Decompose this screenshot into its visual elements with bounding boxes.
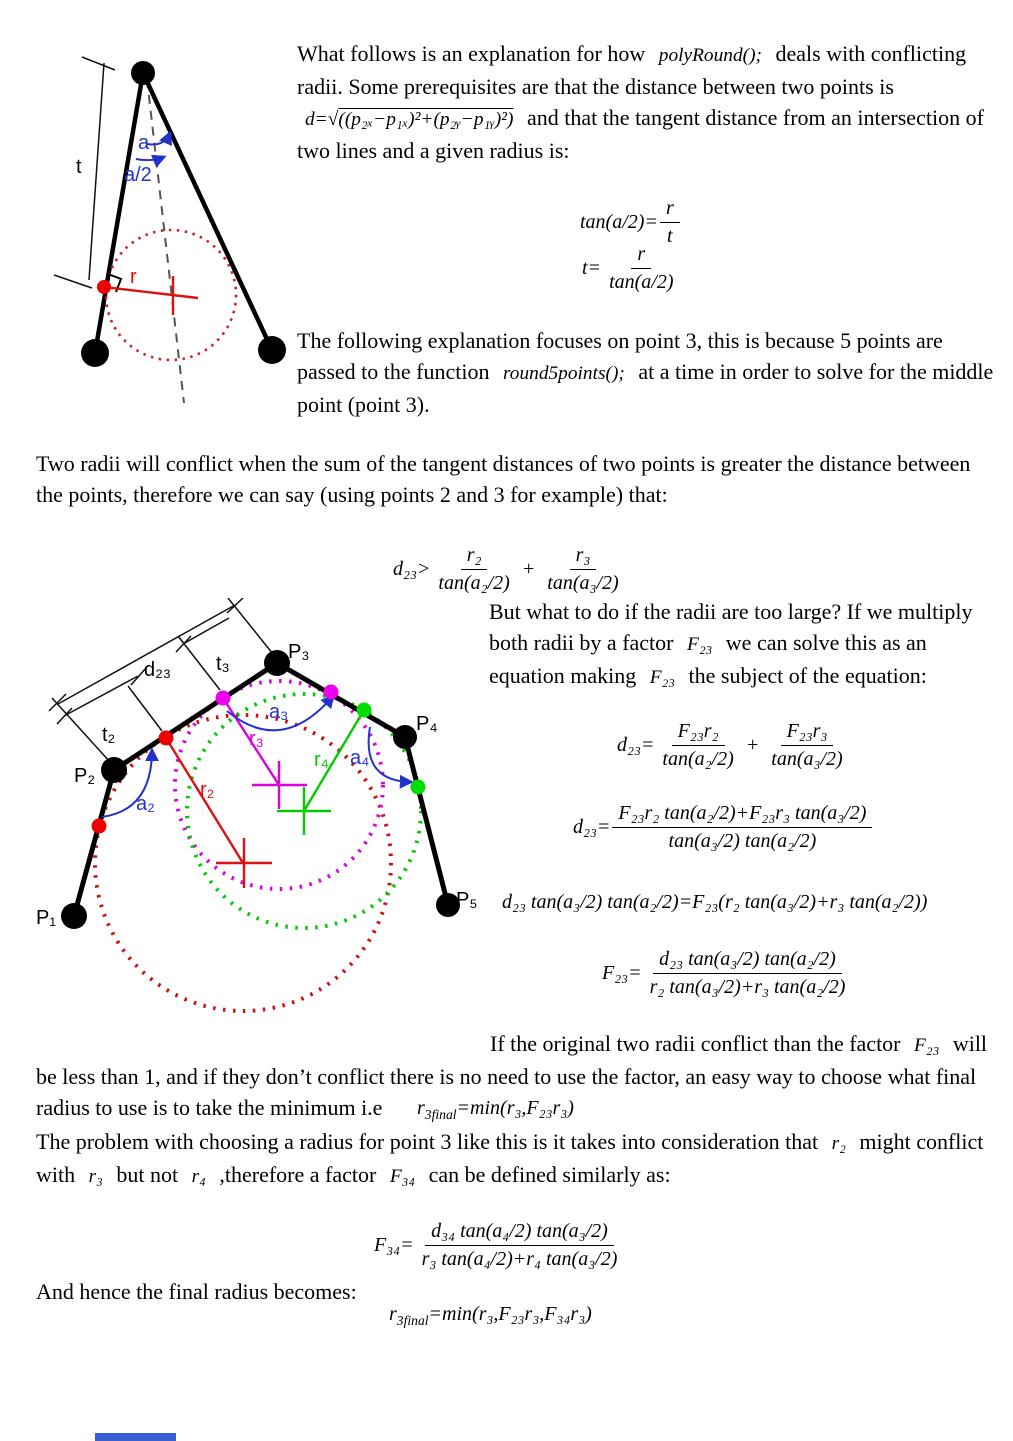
original-text-2: will be less than 1, and if they don’t conflict there is no need to use the factor, an easy way to choose what final radius to use is to take the minimum i.e bbox=[36, 1031, 988, 1120]
formula-base: r bbox=[389, 1303, 397, 1325]
formula-r3final-min bbox=[417, 1097, 574, 1123]
formula-d23-inequality bbox=[393, 544, 627, 595]
angle-tangent-diagram bbox=[30, 45, 300, 420]
formula-num: r₂ bbox=[461, 544, 488, 570]
formula-den: tan(a₃/2) bbox=[771, 748, 843, 770]
formula-num: d₂₃ tan(a₃/2) tan(a₂/2) bbox=[653, 948, 842, 974]
point-p2 bbox=[101, 757, 127, 783]
label-p1: P₁ bbox=[36, 907, 57, 929]
corner-edges bbox=[95, 73, 272, 353]
problem-text-1: The problem with choosing a radius for point 3 like this is it takes into consideration that bbox=[36, 1129, 824, 1154]
point-p3 bbox=[264, 650, 290, 676]
problem-paragraph bbox=[36, 1126, 988, 1192]
formula-num: F₂₃r₃ bbox=[781, 720, 834, 746]
formula-lhs: F₂₃= bbox=[602, 962, 642, 984]
f23-inline-math-3: F₂₃ bbox=[914, 1035, 940, 1056]
tangent-point-magenta-1 bbox=[216, 691, 231, 706]
f34-inline-math: F₃₄ bbox=[389, 1166, 416, 1187]
label-t3: t₃ bbox=[216, 653, 230, 675]
label-d23: d₂₃ bbox=[144, 659, 172, 681]
formula-f23 bbox=[602, 948, 853, 999]
focus-paragraph bbox=[297, 325, 997, 420]
too-large-paragraph bbox=[489, 596, 989, 693]
formula-d23-with-factor bbox=[617, 720, 851, 771]
formula-tan-definition bbox=[580, 197, 682, 248]
distance-formula-radicand: ((p₂ₓ−p₁ₓ)²+(p₂ᵧ−p₁ᵧ)²) bbox=[338, 109, 514, 130]
formula-den: tan(a/2) bbox=[609, 271, 674, 293]
f23-inline-math-2: F₂₃ bbox=[649, 667, 676, 688]
label-a2: a₂ bbox=[136, 793, 155, 815]
formula-den: t bbox=[667, 225, 673, 247]
formula-op: + bbox=[745, 734, 760, 756]
label-p3: P₃ bbox=[288, 641, 310, 663]
intro-text-2: deals with conflicting radii. Some prerequisites are that the distance between two points is bbox=[297, 41, 967, 99]
label-p2: P₂ bbox=[74, 765, 96, 787]
formula-sub: 3final bbox=[396, 1313, 429, 1328]
radius-line-r3 bbox=[223, 698, 307, 809]
r2-inline-math: r₂ bbox=[831, 1133, 846, 1154]
too-large-text-2: we can solve this as an equation making bbox=[489, 630, 927, 688]
f23-inline-math-1: F₂₃ bbox=[687, 634, 713, 655]
problem-text-3: but not bbox=[110, 1162, 184, 1187]
too-large-text-3: the subject of the equation: bbox=[683, 663, 927, 688]
round5points-inline-math: round5points(); bbox=[502, 363, 625, 384]
taskbar-fragment[interactable] bbox=[95, 1433, 176, 1441]
formula-den: tan(a₃/2) bbox=[547, 572, 619, 594]
label-r4: r₄ bbox=[314, 749, 329, 771]
tangent-point-red-2 bbox=[92, 819, 107, 834]
r3-inline-math: r₃ bbox=[88, 1166, 103, 1187]
formula-rest: =min(r₃,F₂₃r₃,F₃₄r₃) bbox=[428, 1303, 592, 1325]
radius-line-r2 bbox=[166, 738, 272, 888]
formula-lhs: tan(a/2)= bbox=[580, 211, 658, 233]
formula-tangent-distance bbox=[582, 243, 682, 294]
hence-paragraph: And hence the final radius becomes: bbox=[36, 1279, 357, 1304]
bisector-dashed-line bbox=[147, 79, 184, 403]
first-line-indent bbox=[36, 1028, 490, 1057]
formula-r3final-min-full bbox=[389, 1303, 592, 1329]
formula-base: r bbox=[417, 1097, 425, 1119]
formula-num: r bbox=[660, 197, 680, 223]
tangent-point bbox=[97, 280, 111, 294]
t-label: t bbox=[76, 156, 82, 178]
a-label: a bbox=[138, 132, 150, 154]
label-a4: a₄ bbox=[350, 747, 370, 769]
label-a3: a₃ bbox=[269, 701, 289, 723]
formula-lhs: F₃₄= bbox=[374, 1234, 414, 1256]
tangent-point-red-1 bbox=[159, 731, 174, 746]
label-p4: P₄ bbox=[416, 713, 438, 735]
formula-lhs: t= bbox=[582, 257, 602, 279]
formula-num: F₂₃r₂ tan(a₂/2)+F₂₃r₃ tan(a₃/2) bbox=[612, 802, 872, 828]
label-t2: t₂ bbox=[102, 724, 116, 746]
too-large-text-1: But what to do if the radii are too large? If we multiply both radii by a factor bbox=[489, 599, 973, 655]
formula-num: d₃₄ tan(a₄/2) tan(a₃/2) bbox=[425, 1220, 614, 1246]
formula-sub: 3final bbox=[424, 1107, 457, 1122]
distance-formula-pre: d=√ bbox=[305, 109, 339, 130]
formula-den: r₃ tan(a₄/2)+r₄ tan(a₃/2) bbox=[421, 1248, 618, 1270]
focus-text-1: The following explanation focuses on point 3, this is because 5 points are passed to the function bbox=[297, 328, 943, 384]
r4-inline-math: r₄ bbox=[191, 1166, 206, 1187]
polyround-inline-math: polyRound(); bbox=[658, 45, 762, 66]
problem-text-4: ,therefore a factor bbox=[213, 1162, 382, 1187]
formula-den: r₂ tan(a₃/2)+r₃ tan(a₂/2) bbox=[649, 976, 846, 998]
tangent-point-green-2 bbox=[411, 780, 426, 795]
original-text-1: If the original two radii conflict than the factor bbox=[490, 1031, 907, 1056]
label-r2: r₂ bbox=[200, 779, 215, 801]
intro-text-1: What follows is an explanation for how bbox=[297, 41, 651, 66]
problem-text-5: can be defined similarly as: bbox=[423, 1162, 671, 1187]
left-end-point bbox=[81, 339, 109, 367]
formula-f34 bbox=[374, 1220, 625, 1271]
label-p5: P₅ bbox=[456, 889, 478, 911]
formula-lhs: d₂₃= bbox=[617, 734, 655, 756]
tangent-point-magenta-2 bbox=[324, 685, 339, 700]
polygon-path bbox=[74, 663, 448, 916]
formula-den: tan(a₃/2) tan(a₂/2) bbox=[668, 830, 817, 852]
vertex-point bbox=[131, 61, 155, 85]
formula-den: tan(a₂/2) bbox=[438, 572, 510, 594]
t-dimension-line bbox=[54, 57, 115, 288]
formula-num: r₃ bbox=[570, 544, 597, 570]
a-half-label: a/2 bbox=[124, 164, 152, 186]
point-p1 bbox=[61, 903, 87, 929]
formula-num: r bbox=[631, 243, 651, 269]
intro-text-3: and that the tangent distance from an intersection of two lines and a given radius is: bbox=[297, 105, 984, 163]
formula-op: + bbox=[521, 558, 536, 580]
formula-rest: =min(r₃,F₂₃r₃) bbox=[456, 1097, 574, 1119]
focus-text-2: at a time in order to solve for the middle point (point 3). bbox=[297, 359, 994, 417]
formula-num: F₂₃r₂ bbox=[672, 720, 725, 746]
point-p4 bbox=[393, 725, 417, 749]
formula-d23-linear: d₂₃ tan(a₃/2) tan(a₂/2)=F₂₃(r₂ tan(a₃/2)+r₃ tan(a₂/2)) bbox=[502, 891, 928, 913]
radius-line bbox=[104, 276, 198, 315]
conflict-paragraph: Two radii will conflict when the sum of the tangent distances of two points is greater the distance between the points, therefore we can say (using points 2 and 3 for example) that: bbox=[36, 451, 971, 507]
intro-paragraph bbox=[297, 38, 994, 166]
formula-d23-combined bbox=[573, 802, 874, 853]
right-end-point bbox=[258, 336, 286, 364]
polygon-radii-diagram bbox=[30, 598, 490, 1016]
r-label: r bbox=[130, 266, 137, 288]
formula-den: tan(a₂/2) bbox=[662, 748, 734, 770]
formula-lhs: d₂₃> bbox=[393, 558, 431, 580]
label-r3: r₃ bbox=[249, 728, 264, 750]
tangent-point-green-1 bbox=[357, 703, 372, 718]
formula-lhs: d₂₃= bbox=[573, 816, 611, 838]
problem-text-2: might conflict with bbox=[36, 1129, 984, 1187]
